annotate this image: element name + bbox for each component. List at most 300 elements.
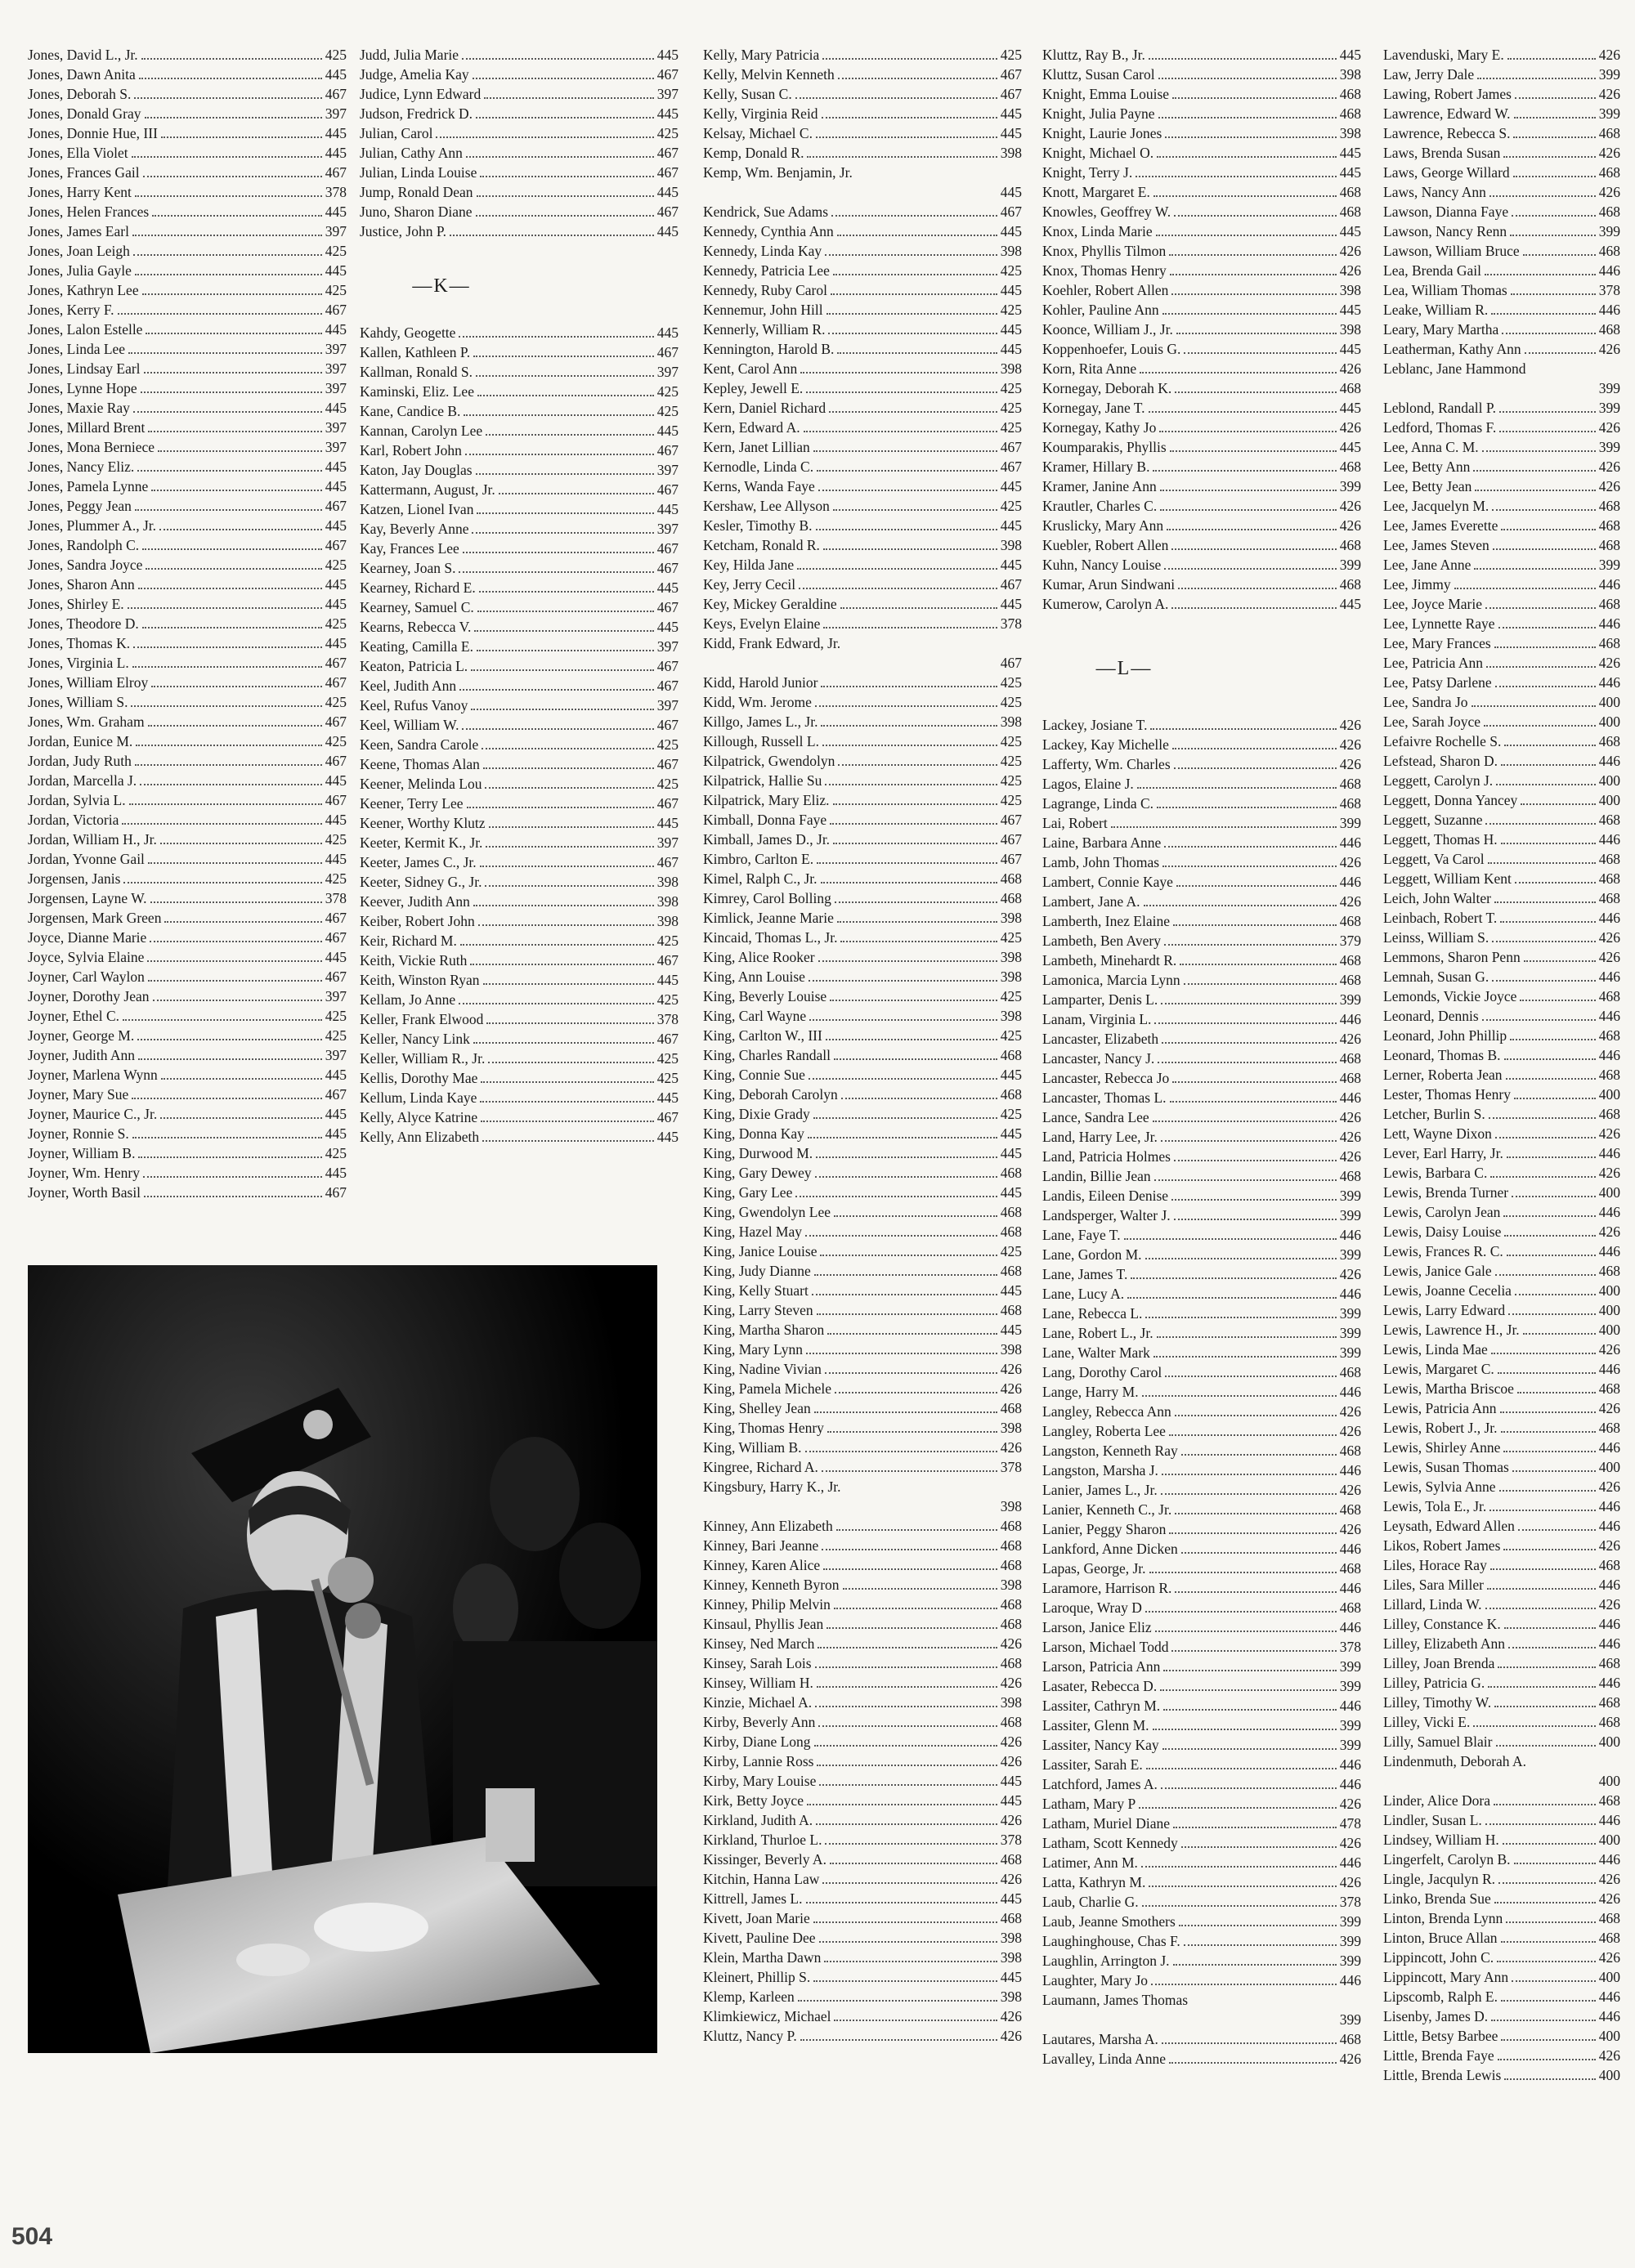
entry-page-number: 467 bbox=[656, 795, 679, 812]
index-entry bbox=[28, 967, 347, 986]
dot-leader bbox=[1175, 1415, 1337, 1416]
entry-page-number: 425 bbox=[1000, 733, 1022, 749]
entry-name: Lamonica, Marcia Lynn bbox=[1042, 972, 1180, 988]
entry-name: Larson, Janice Eliz bbox=[1042, 1619, 1152, 1635]
index-entry bbox=[703, 1379, 1022, 1398]
index-entry bbox=[1042, 1794, 1361, 1814]
dot-leader bbox=[1475, 490, 1595, 491]
entry-page-number: 467 bbox=[656, 952, 679, 968]
dot-leader bbox=[816, 529, 997, 530]
entry-name: Julian, Linda Louise bbox=[360, 164, 477, 181]
entry-page-number: 400 bbox=[1598, 772, 1620, 789]
entry-name: Lang, Dorothy Carol bbox=[1042, 1364, 1162, 1380]
entry-page-number: 426 bbox=[1000, 1635, 1022, 1652]
index-entry bbox=[1383, 202, 1620, 221]
dot-leader bbox=[1454, 588, 1596, 589]
entry-page-number: 397 bbox=[325, 105, 347, 122]
entry-page-number: 400 bbox=[1598, 1459, 1620, 1475]
index-entry bbox=[1383, 575, 1620, 594]
index-entry bbox=[1383, 476, 1620, 496]
dot-leader bbox=[1161, 1493, 1337, 1495]
index-entry bbox=[360, 617, 679, 637]
index-entry bbox=[1383, 888, 1620, 908]
dot-leader bbox=[1162, 866, 1337, 867]
index-entry bbox=[703, 457, 1022, 476]
dot-leader bbox=[123, 882, 321, 883]
dot-leader bbox=[118, 313, 322, 315]
entry-page-number: 468 bbox=[1339, 1050, 1361, 1067]
entry-page-number: 445 bbox=[1339, 596, 1361, 612]
entry-name: Keel, Rufus Vanoy bbox=[360, 697, 468, 714]
dot-leader bbox=[462, 58, 654, 60]
index-entry bbox=[703, 908, 1022, 928]
entry-name: Lewis, Carolyn Jean bbox=[1383, 1204, 1501, 1220]
entry-name: Joyner, Wm. Henry bbox=[28, 1165, 141, 1181]
dot-leader bbox=[1145, 1611, 1337, 1613]
index-entry bbox=[28, 45, 347, 65]
entry-page-number: 468 bbox=[1339, 105, 1361, 122]
index-entry bbox=[1042, 990, 1361, 1009]
entry-name: Key, Hilda Jane bbox=[703, 557, 795, 573]
entry-page-number: 468 bbox=[1000, 1204, 1022, 1220]
entry-name: Kirk, Betty Joyce bbox=[703, 1792, 804, 1809]
dot-leader bbox=[825, 254, 997, 256]
entry-name: Keener, Worthy Klutz bbox=[360, 815, 486, 831]
dot-leader bbox=[805, 1235, 997, 1237]
index-entry bbox=[1042, 911, 1361, 931]
entry-name: Kimlick, Jeanne Marie bbox=[703, 910, 834, 926]
dot-leader bbox=[478, 924, 654, 926]
dot-leader bbox=[1503, 1549, 1595, 1550]
entry-page-number: 400 bbox=[1598, 2067, 1620, 2083]
entry-page-number: 397 bbox=[325, 360, 347, 377]
dot-leader bbox=[799, 588, 997, 589]
dot-leader bbox=[151, 686, 322, 687]
index-entry bbox=[703, 1457, 1022, 1477]
entry-page-number: 446 bbox=[1339, 1854, 1361, 1871]
dot-leader bbox=[822, 58, 997, 60]
entry-name: Keeter, Sidney G., Jr. bbox=[360, 874, 482, 890]
entry-page-number: 468 bbox=[1598, 890, 1620, 906]
entry-page-number: 378 bbox=[1339, 1639, 1361, 1655]
dot-leader bbox=[160, 843, 322, 844]
entry-page-number: 446 bbox=[1598, 1204, 1620, 1220]
dot-leader bbox=[1514, 1863, 1596, 1864]
entry-name: Kluttz, Nancy P. bbox=[703, 2028, 797, 2044]
dot-leader bbox=[1179, 1925, 1337, 1926]
index-entry bbox=[28, 339, 347, 359]
dot-leader bbox=[1518, 1529, 1596, 1531]
entry-name: Keller, Nancy Link bbox=[360, 1031, 470, 1047]
entry-name: Lea, William Thomas bbox=[1383, 282, 1507, 298]
entry-name: Katzen, Lionel Ivan bbox=[360, 501, 474, 517]
index-entry bbox=[1383, 84, 1620, 104]
entry-name: Knight, Laurie Jones bbox=[1042, 125, 1162, 141]
entry-name: Lee, Jimmy bbox=[1383, 576, 1451, 593]
entry-name: Leinss, William S. bbox=[1383, 929, 1489, 946]
entry-name: Lipscomb, Ralph E. bbox=[1383, 1988, 1498, 2005]
entry-name: King, Nadine Vivian bbox=[703, 1361, 822, 1377]
index-entry bbox=[360, 872, 679, 892]
entry-page-number: 468 bbox=[1339, 184, 1361, 200]
index-entry bbox=[28, 418, 347, 437]
index-entry bbox=[1383, 1810, 1620, 1830]
index-entry bbox=[1042, 951, 1361, 970]
index-entry bbox=[703, 1614, 1022, 1634]
entry-name: Kornegay, Kathy Jo bbox=[1042, 419, 1157, 436]
entry-name: King, William B. bbox=[703, 1439, 802, 1456]
entry-name: Kearney, Samuel C. bbox=[360, 599, 474, 615]
index-entry bbox=[1383, 1967, 1620, 1987]
dot-leader bbox=[480, 866, 654, 867]
index-entry bbox=[360, 342, 679, 362]
index-entry bbox=[360, 637, 679, 656]
dot-leader bbox=[1171, 1199, 1337, 1201]
entry-name: Langley, Roberta Lee bbox=[1042, 1423, 1166, 1439]
index-entry bbox=[360, 931, 679, 951]
entry-name: Kelly, Ann Elizabeth bbox=[360, 1129, 480, 1145]
entry-page-number: 468 bbox=[1598, 635, 1620, 651]
dot-leader bbox=[1491, 313, 1596, 315]
dot-leader bbox=[1145, 1258, 1337, 1259]
dot-leader bbox=[834, 1215, 997, 1217]
dot-leader bbox=[818, 1725, 997, 1727]
entry-name: Laughter, Mary Jo bbox=[1042, 1972, 1149, 1988]
dot-leader bbox=[143, 176, 322, 177]
index-entry bbox=[28, 123, 347, 143]
index-entry bbox=[1383, 241, 1620, 261]
dot-leader bbox=[1492, 941, 1595, 942]
entry-page-number: 399 bbox=[1339, 1305, 1361, 1322]
entry-name: Kern, Edward A. bbox=[703, 419, 800, 436]
entry-page-number: 426 bbox=[1598, 1871, 1620, 1887]
entry-name: Laws, George Willard bbox=[1383, 164, 1510, 181]
index-entry bbox=[360, 221, 679, 241]
entry-page-number: 446 bbox=[1598, 1498, 1620, 1514]
dot-leader bbox=[1184, 352, 1336, 354]
index-entry bbox=[1042, 1971, 1361, 1990]
entry-page-number: 468 bbox=[1000, 1165, 1022, 1181]
dot-leader bbox=[1170, 1101, 1337, 1103]
index-entry bbox=[1042, 1107, 1361, 1127]
dot-leader bbox=[1156, 235, 1337, 236]
entry-name: Jones, Kerry F. bbox=[28, 302, 114, 318]
entry-page-number: 446 bbox=[1598, 968, 1620, 985]
entry-name: Jones, Dawn Anita bbox=[28, 66, 136, 83]
dot-leader bbox=[470, 964, 653, 965]
entry-name: Jones, Julia Gayle bbox=[28, 262, 132, 279]
dot-leader bbox=[1176, 885, 1337, 887]
entry-name: Kilpatrick, Mary Eliz. bbox=[703, 792, 830, 808]
dot-leader bbox=[825, 1843, 997, 1845]
entry-name: Jones, William Elroy bbox=[28, 674, 149, 691]
dot-leader bbox=[818, 960, 997, 962]
entry-name: Lancaster, Thomas L. bbox=[1042, 1089, 1167, 1106]
entry-name: Lambeth, Ben Avery bbox=[1042, 933, 1161, 949]
index-entry bbox=[28, 1143, 347, 1163]
dot-leader bbox=[1486, 666, 1596, 668]
index-entry bbox=[1383, 1065, 1620, 1085]
entry-name: Jones, Shirley E. bbox=[28, 596, 124, 612]
entry-name: Kissinger, Beverly A. bbox=[703, 1851, 826, 1868]
entry-page-number: 468 bbox=[1339, 459, 1361, 475]
index-entry bbox=[28, 1163, 347, 1183]
index-entry bbox=[360, 401, 679, 421]
dot-leader bbox=[153, 1000, 322, 1001]
dot-leader bbox=[1165, 1376, 1336, 1377]
entry-page-number: 445 bbox=[1000, 1145, 1022, 1161]
entry-name: Kinzie, Michael A. bbox=[703, 1694, 813, 1711]
entry-name: Lerner, Roberta Jean bbox=[1383, 1067, 1503, 1083]
entry-page-number: 468 bbox=[1598, 243, 1620, 259]
entry-name: Lisenby, James D. bbox=[1383, 2008, 1489, 2024]
dot-leader bbox=[833, 509, 997, 511]
index-entry bbox=[28, 1065, 347, 1085]
entry-page-number: 467 bbox=[656, 1109, 679, 1125]
entry-page-number: 399 bbox=[1339, 1344, 1361, 1361]
entry-name: Lane, Gordon M. bbox=[1042, 1246, 1142, 1263]
entry-page-number: 399 bbox=[1339, 478, 1361, 494]
dot-leader bbox=[1161, 1787, 1337, 1789]
index-entry bbox=[360, 163, 679, 182]
entry-name: Keen, Sandra Carole bbox=[360, 736, 479, 753]
dot-leader bbox=[1482, 1019, 1596, 1021]
entry-name: Joyner, Carl Waylon bbox=[28, 968, 145, 985]
index-entry bbox=[1383, 143, 1620, 163]
entry-name: Lindenmuth, Deborah A. bbox=[1383, 1753, 1526, 1769]
index-entry bbox=[360, 362, 679, 382]
entry-page-number: 445 bbox=[1000, 184, 1022, 200]
entry-page-number: 467 bbox=[1000, 851, 1022, 867]
entry-page-number: 399 bbox=[1339, 1658, 1361, 1675]
entry-page-number: 446 bbox=[1598, 615, 1620, 632]
dot-leader bbox=[131, 705, 321, 707]
index-entry bbox=[28, 986, 347, 1006]
entry-name: Joyner, George M. bbox=[28, 1027, 135, 1044]
entry-name: Lindler, Susan L. bbox=[1383, 1812, 1482, 1828]
dot-leader bbox=[1495, 1137, 1596, 1138]
dot-leader bbox=[825, 784, 997, 785]
entry-page-number: 467 bbox=[325, 302, 347, 318]
dot-leader bbox=[135, 509, 322, 511]
index-entry bbox=[1042, 1245, 1361, 1264]
entry-page-number: 468 bbox=[1000, 870, 1022, 887]
entry-name: Knox, Linda Marie bbox=[1042, 223, 1153, 239]
entry-name: Kennerly, William R. bbox=[703, 321, 826, 338]
entry-name: Lefstead, Sharon D. bbox=[1383, 753, 1498, 769]
dot-leader bbox=[835, 901, 997, 903]
entry-name: Joyner, Judith Ann bbox=[28, 1047, 136, 1063]
index-entry bbox=[703, 1222, 1022, 1241]
entry-name: Letcher, Burlin S. bbox=[1383, 1106, 1485, 1122]
entry-page-number: 446 bbox=[1598, 1361, 1620, 1377]
entry-name: Joyner, Worth Basil bbox=[28, 1184, 141, 1201]
index-entry bbox=[1383, 221, 1620, 241]
entry-name: Kelly, Virginia Reid bbox=[703, 105, 818, 122]
index-entry bbox=[28, 1045, 347, 1065]
dot-leader bbox=[136, 745, 321, 746]
entry-name: Jones, Theodore D. bbox=[28, 615, 139, 632]
dot-leader bbox=[1157, 156, 1337, 158]
entry-name: Knight, Julia Payne bbox=[1042, 105, 1155, 122]
entry-name: Kinsey, Sarah Lois bbox=[703, 1655, 812, 1671]
entry-page-number: 445 bbox=[325, 145, 347, 161]
index-entry bbox=[1383, 712, 1620, 731]
dot-leader bbox=[464, 414, 653, 416]
entry-name: Jorgensen, Mark Green bbox=[28, 910, 162, 926]
entry-name: Judice, Lynn Edward bbox=[360, 86, 482, 102]
index-entry bbox=[703, 1398, 1022, 1418]
entry-page-number: 445 bbox=[325, 66, 347, 83]
entry-page-number: 397 bbox=[656, 462, 679, 478]
index-entry bbox=[703, 320, 1022, 339]
entry-name: Lancaster, Elizabeth bbox=[1042, 1031, 1159, 1047]
index-entry bbox=[360, 202, 679, 221]
entry-name: Larson, Patricia Ann bbox=[1042, 1658, 1161, 1675]
index-entry bbox=[1383, 496, 1620, 516]
index-entry bbox=[28, 830, 347, 849]
entry-name: Lee, Joyce Marie bbox=[1383, 596, 1482, 612]
entry-page-number: 467 bbox=[325, 164, 347, 181]
dot-leader bbox=[814, 1274, 997, 1276]
dot-leader bbox=[148, 431, 321, 432]
entry-name: Judge, Amelia Kay bbox=[360, 66, 469, 83]
entry-name: Little, Brenda Faye bbox=[1383, 2047, 1494, 2064]
entry-page-number: 445 bbox=[656, 815, 679, 831]
dot-leader bbox=[1490, 1176, 1595, 1178]
entry-page-number: 426 bbox=[1339, 1129, 1361, 1145]
entry-page-number: 468 bbox=[1598, 125, 1620, 141]
entry-page-number: 445 bbox=[656, 184, 679, 200]
entry-name: Kesler, Timothy B. bbox=[703, 517, 813, 534]
entry-page-number: 400 bbox=[1598, 1184, 1620, 1201]
dot-leader bbox=[473, 905, 654, 906]
entry-page-number: 399 bbox=[1339, 1207, 1361, 1223]
entry-page-number: 467 bbox=[656, 145, 679, 161]
entry-page-number: 425 bbox=[1000, 1243, 1022, 1259]
index-entry bbox=[703, 1928, 1022, 1948]
dot-leader bbox=[1171, 293, 1336, 295]
index-entry bbox=[703, 1634, 1022, 1653]
entry-page-number: 399 bbox=[1598, 66, 1620, 83]
entry-page-number: 468 bbox=[1598, 1792, 1620, 1809]
entry-page-number: 468 bbox=[1000, 1086, 1022, 1103]
index-entry bbox=[360, 1049, 679, 1068]
index-entry bbox=[703, 1340, 1022, 1359]
index-entry bbox=[1042, 1009, 1361, 1029]
entry-page-number: 467 bbox=[325, 968, 347, 985]
entry-name: Kumar, Arun Sindwani bbox=[1042, 576, 1176, 593]
entry-page-number: 426 bbox=[1598, 949, 1620, 965]
dot-leader bbox=[830, 823, 997, 825]
entry-name: Keith, Winston Ryan bbox=[360, 972, 480, 988]
index-entry bbox=[1042, 892, 1361, 911]
entry-name: Lawson, William Bruce bbox=[1383, 243, 1520, 259]
dot-leader bbox=[1162, 313, 1337, 315]
dot-leader bbox=[483, 983, 654, 985]
dot-leader bbox=[484, 97, 654, 99]
entry-page-number: 426 bbox=[1339, 360, 1361, 377]
index-entry bbox=[703, 418, 1022, 437]
entry-page-number: 445 bbox=[1000, 1322, 1022, 1338]
index-entry bbox=[1042, 833, 1361, 852]
entry-page-number: 398 bbox=[1000, 145, 1022, 161]
entry-page-number: 467 bbox=[325, 910, 347, 926]
dot-leader bbox=[804, 431, 997, 432]
entry-page-number: 468 bbox=[1339, 972, 1361, 988]
entry-name: Kinney, Ann Elizabeth bbox=[703, 1518, 833, 1534]
entry-page-number: 468 bbox=[1598, 1714, 1620, 1730]
index-entry bbox=[28, 221, 347, 241]
entry-name: Laine, Barbara Anne bbox=[1042, 834, 1162, 851]
entry-page-number: 446 bbox=[1598, 1577, 1620, 1593]
dot-leader bbox=[1154, 1022, 1336, 1024]
entry-page-number: 425 bbox=[1000, 47, 1022, 63]
entry-name: Jones, Thomas K. bbox=[28, 635, 131, 651]
dot-leader bbox=[483, 767, 654, 769]
dot-leader bbox=[809, 1019, 997, 1021]
entry-name: Kelly, Melvin Kenneth bbox=[703, 66, 835, 83]
entry-name: Lewis, Barbara C. bbox=[1383, 1165, 1488, 1181]
index-entry bbox=[1383, 1869, 1620, 1889]
entry-name: Kelly, Susan C. bbox=[703, 86, 792, 102]
index-entry bbox=[28, 496, 347, 516]
dot-leader bbox=[1488, 1686, 1596, 1688]
dot-leader bbox=[132, 156, 322, 158]
entry-page-number: 445 bbox=[1000, 341, 1022, 357]
dot-leader bbox=[488, 1062, 653, 1063]
dot-leader bbox=[1154, 1179, 1337, 1181]
entry-page-number: 426 bbox=[1000, 1733, 1022, 1750]
index-entry bbox=[703, 65, 1022, 84]
dot-leader bbox=[466, 156, 654, 158]
entry-page-number: 468 bbox=[1598, 1694, 1620, 1711]
dot-leader bbox=[133, 646, 322, 648]
dot-leader bbox=[1485, 607, 1596, 609]
dot-leader bbox=[831, 215, 997, 217]
entry-page-number: 467 bbox=[1000, 439, 1022, 455]
entry-page-number: 426 bbox=[1598, 1341, 1620, 1358]
entry-page-number: 468 bbox=[1339, 1168, 1361, 1184]
dot-leader bbox=[837, 352, 997, 354]
entry-name: Joyner, Ethel C. bbox=[28, 1008, 120, 1024]
entry-page-number: 398 bbox=[656, 874, 679, 890]
dot-leader bbox=[1150, 728, 1336, 730]
entry-page-number: 468 bbox=[1598, 812, 1620, 828]
entry-name: Leysath, Edward Allen bbox=[1383, 1518, 1515, 1534]
dot-leader bbox=[1158, 1062, 1336, 1063]
entry-page-number: 446 bbox=[1339, 834, 1361, 851]
entry-page-number: 468 bbox=[1339, 795, 1361, 812]
entry-name: Lea, Brenda Gail bbox=[1383, 262, 1482, 279]
entry-name: Killough, Russell L. bbox=[703, 733, 819, 749]
entry-name: Leonard, John Phillip bbox=[1383, 1027, 1507, 1044]
dot-leader bbox=[1473, 470, 1595, 472]
entry-name: Keiber, Robert John bbox=[360, 913, 475, 929]
entry-name: Kitchin, Hanna Law bbox=[703, 1871, 820, 1887]
entry-name: Knight, Emma Louise bbox=[1042, 86, 1170, 102]
entry-name: Kimrey, Carol Bolling bbox=[703, 890, 831, 906]
dot-leader bbox=[1494, 1706, 1596, 1707]
index-entry bbox=[1042, 45, 1361, 65]
dot-leader bbox=[1525, 352, 1596, 354]
dot-leader bbox=[481, 1081, 653, 1083]
entry-name: Kemp, Wm. Benjamin, Jr. bbox=[703, 164, 853, 181]
dot-leader bbox=[486, 1022, 653, 1024]
dot-leader bbox=[1174, 1219, 1337, 1220]
index-entry bbox=[1042, 476, 1361, 496]
index-entry bbox=[1042, 1637, 1361, 1657]
